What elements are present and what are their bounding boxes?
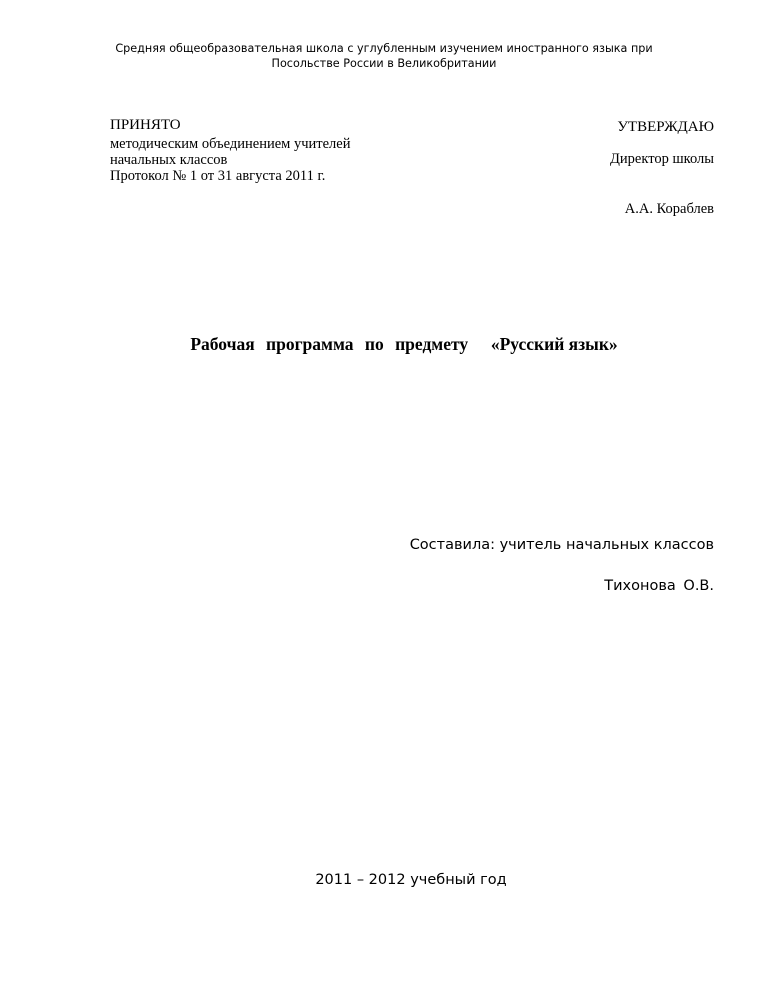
approve-title: УТВЕРЖДАЮ (617, 119, 714, 135)
approve-name: А.А. Кораблев (624, 201, 714, 217)
accepted-protocol: Протокол № 1 от 31 августа 2011 г. (110, 168, 326, 184)
school-header-line-2: Посольстве России в Великобритании (271, 57, 497, 70)
school-header (0, 41, 768, 71)
program-title-subject: «Русский язык» (490, 334, 618, 354)
academic-year: 2011 – 2012 учебный год (315, 872, 507, 888)
accepted-line-1: методическим объединением учителей (110, 136, 351, 152)
accepted-line-2: начальных классов (110, 152, 228, 168)
approve-role: Директор школы (610, 151, 714, 167)
accepted-block (110, 117, 350, 184)
author-name: Тихонова О.В. (604, 578, 714, 594)
program-title (0, 334, 768, 355)
author-line: Составила: учитель начальных классов (409, 537, 714, 553)
program-title-prefix: Рабочая программа по предмету (190, 334, 469, 354)
accepted-title: ПРИНЯТО (110, 117, 181, 133)
school-header-line-1: Средняя общеобразовательная школа с углубленным изучением иностранного языка при (115, 42, 653, 55)
